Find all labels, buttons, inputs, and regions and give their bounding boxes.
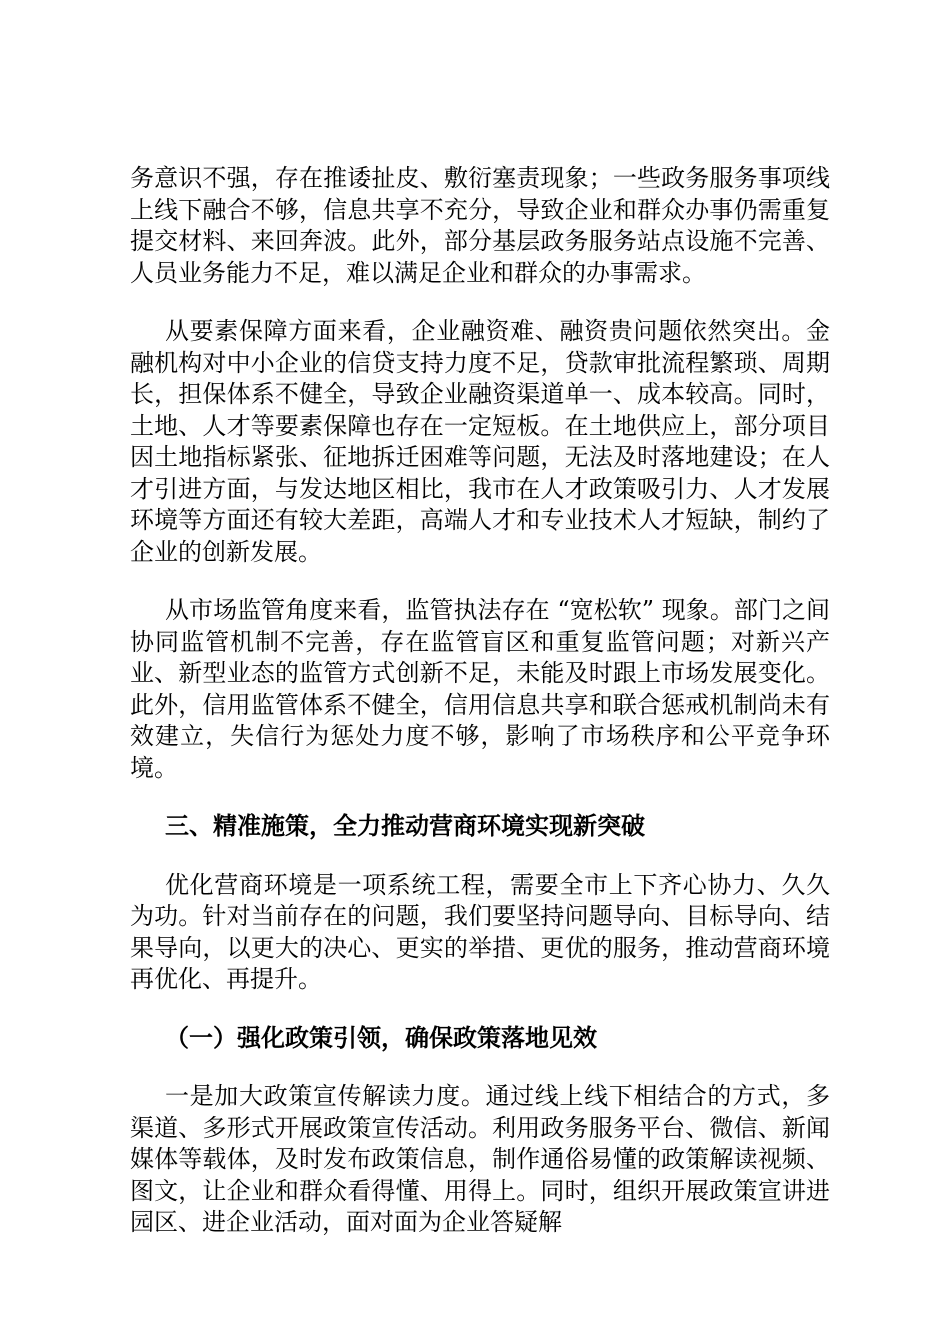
paragraph-gap (130, 996, 830, 1023)
paragraph-gap (130, 289, 830, 316)
paragraph-policy-publicity: 一是加大政策宣传解读力度。通过线上线下相结合的方式，多渠道、多形式开展政策宣传活动。利用政务服务平台、微信、新闻媒体等载体，及时发布政策信息，制作通俗易懂的政策解读视频、图文，让企业和群众看得懂、用得上。同时，组织开展政策宣讲进园区、进企业活动，面对面为企业答疑解 (130, 1082, 830, 1236)
paragraph-gap (130, 784, 830, 811)
paragraph-service-issues: 务意识不强，存在推诿扯皮、敷衍塞责现象；一些政务服务事项线上线下融合不够，信息共享不充分，导致企业和群众办事仍需重复提交材料、来回奔波。此外，部分基层政务服务站点设施不完善、人员业务能力不足，难以满足企业和群众的办事需求。 (130, 164, 830, 287)
paragraph-system-engineering: 优化营商环境是一项系统工程，需要全市上下齐心协力、久久为功。针对当前存在的问题，我们要坚持问题导向、目标导向、结果导向，以更大的决心、更实的举措、更优的服务，推动营商环境再优化、再提升。 (130, 870, 830, 993)
paragraph-gap (130, 1054, 830, 1081)
paragraph-market-supervision: 从市场监管角度来看，监管执法存在 “宽松软” 现象。部门之间协同监管机制不完善，存在监管盲区和重复监管问题；对新兴产业、新型业态的监管方式创新不足，未能及时跟上市场发展变化。此外，信用监管体系不健全，信用信息共享和联合惩戒机制尚未有效建立，失信行为惩处力度不够，影响了市场秩序和公平竞争环境。 (130, 596, 830, 782)
document-body (130, 163, 830, 1239)
paragraph-gap (130, 568, 830, 595)
section-heading-three: 三、精准施策，全力推动营商环境实现新突破 (165, 812, 645, 840)
subsection-heading-one: （一）强化政策引领，确保政策落地见效 (165, 1023, 597, 1052)
paragraph-gap (130, 843, 830, 870)
paragraph-factor-guarantee: 从要素保障方面来看，企业融资难、融资贵问题依然突出。金融机构对中小企业的信贷支持力度不足，贷款审批流程繁琐、周期长，担保体系不健全，导致企业融资渠道单一、成本较高。同时，土地、人才等要素保障也存在一定短板。在土地供应上，部分项目因土地指标紧张、征地拆迁困难等问题，无法及时落地建设；在人才引进方面，与发达地区相比，我市在人才政策吸引力、人才发展环境等方面还有较大差距，高端人才和专业技术人才短缺，制约了企业的创新发展。 (130, 317, 830, 566)
